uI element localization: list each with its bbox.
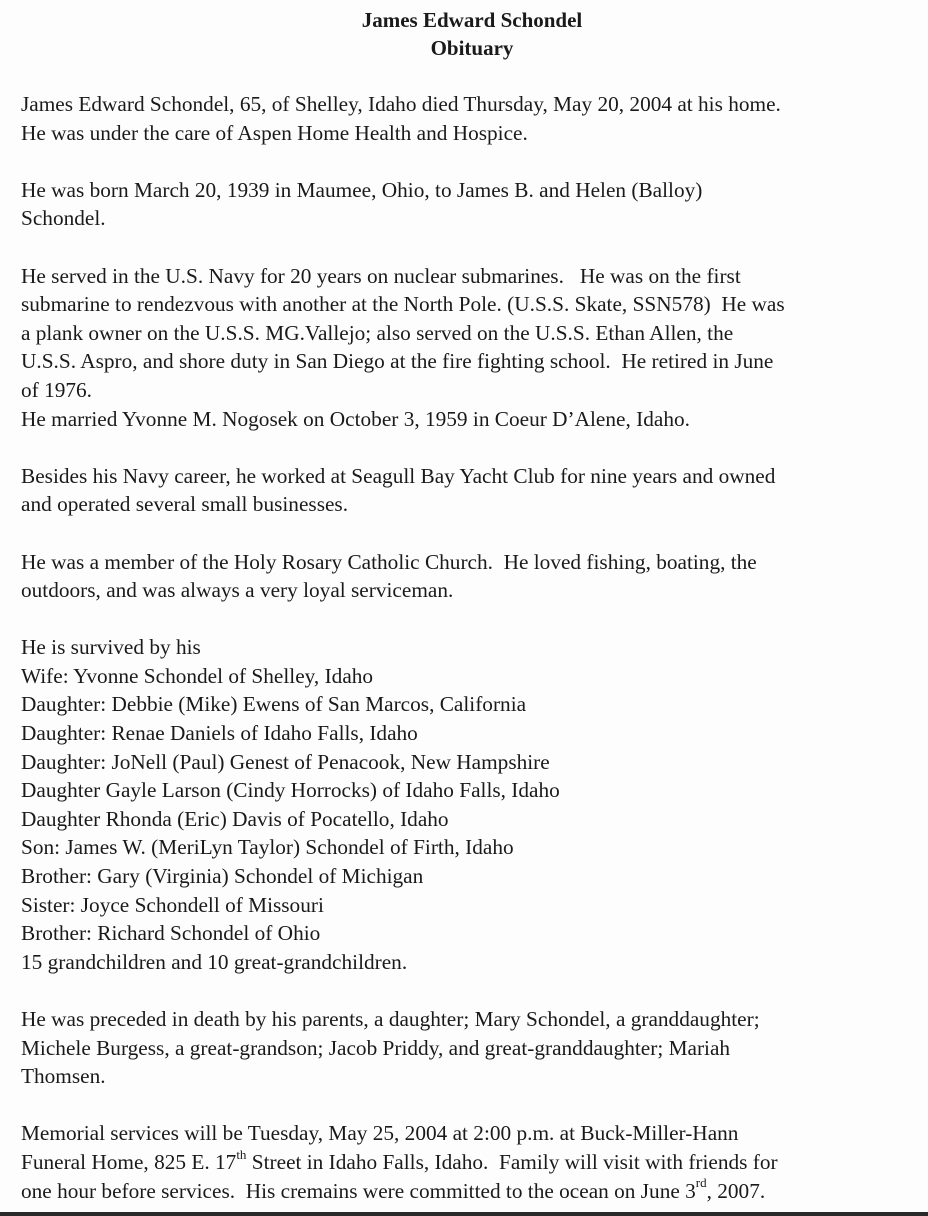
preceded-line-3: Thomsen. <box>21 1064 106 1089</box>
career-paragraph <box>21 462 926 519</box>
page-title: James Edward Schondel <box>361 8 583 32</box>
survivor-item: Daughter: Debbie (Mike) Ewens of San Marcos, California <box>21 692 527 717</box>
services-line-1: Memorial services will be Tuesday, May 25, 2004 at 2:00 p.m. at Buck-Miller-Hann <box>21 1121 739 1146</box>
navy-line-4: U.S.S. Aspro, and shore duty in San Diego at the fire fighting school. He retired in June <box>21 349 774 374</box>
survivor-item: Son: James W. (MeriLyn Taylor) Schondel of Firth, Idaho <box>21 835 514 860</box>
intro-line-1: James Edward Schondel, 65, of Shelley, Idaho died Thursday, May 20, 2004 at his home. <box>21 92 781 116</box>
ordinal-suffix: th <box>236 1146 247 1162</box>
intro-paragraph <box>21 90 926 147</box>
services-line-2-end: Street in Idaho Falls, Idaho. Family will visit with friends for <box>246 1149 778 1174</box>
survivor-item: Brother: Richard Schondel of Ohio <box>21 921 321 946</box>
navy-line-5: of 1976. <box>21 377 92 402</box>
birth-line-2: Schondel. <box>21 206 106 231</box>
church-line-1: He was a member of the Holy Rosary Catholic Church. He loved fishing, boating, the <box>21 549 757 574</box>
church-paragraph <box>21 548 926 605</box>
services-line-3 <box>21 1177 926 1206</box>
survivor-item: Sister: Joyce Schondell of Missouri <box>21 892 324 917</box>
navy-line-3: a plank owner on the U.S.S. MG.Vallejo; also served on the U.S.S. Ethan Allen, the <box>21 320 734 345</box>
birth-paragraph <box>21 176 926 233</box>
obituary-body <box>21 90 926 1205</box>
career-line-2: and operated several small businesses. <box>21 492 349 517</box>
survivor-item: Wife: Yvonne Schondel of Shelley, Idaho <box>21 663 374 688</box>
navy-paragraph <box>21 262 926 405</box>
intro-line-2: He was under the care of Aspen Home Health and Hospice. <box>21 120 528 145</box>
services-line-2-start: Funeral Home, 825 E. 17 <box>21 1149 237 1174</box>
ordinal-suffix: rd <box>695 1175 707 1191</box>
survivor-item: 15 grandchildren and 10 great-grandchildren. <box>21 949 408 974</box>
preceded-paragraph <box>21 1005 926 1091</box>
church-line-2: outdoors, and was always a very loyal serviceman. <box>21 578 454 603</box>
survivor-item: Daughter: JoNell (Paul) Genest of Penacook, New Hampshire <box>21 749 550 774</box>
services-line-3-start: one hour before services. His cremains were committed to the ocean on June 3 <box>21 1178 696 1203</box>
marriage-line-1: He married Yvonne M. Nogosek on October 3, 1959 in Coeur D’Alene, Idaho. <box>21 406 690 431</box>
preceded-line-2: Michele Burgess, a great-grandson; Jacob Priddy, and great-granddaughter; Mariah <box>21 1035 731 1060</box>
page-subtitle: Obituary <box>430 36 514 60</box>
survivor-item: Daughter Gayle Larson (Cindy Horrocks) of Idaho Falls, Idaho <box>21 778 560 803</box>
marriage-paragraph <box>21 405 926 434</box>
services-paragraph <box>21 1119 926 1205</box>
survivors-intro: He is survived by his <box>21 635 201 660</box>
navy-line-1: He served in the U.S. Navy for 20 years on nuclear submarines. He was on the first <box>21 263 741 288</box>
services-line-2 <box>21 1148 926 1177</box>
page-bottom-edge <box>0 1212 928 1216</box>
birth-line-1: He was born March 20, 1939 in Maumee, Ohio, to James B. and Helen (Balloy) <box>21 177 703 202</box>
career-line-1: Besides his Navy career, he worked at Seagull Bay Yacht Club for nine years and owned <box>21 463 776 488</box>
survivor-item: Brother: Gary (Virginia) Schondel of Michigan <box>21 864 424 889</box>
survivor-item: Daughter Rhonda (Eric) Davis of Pocatello, Idaho <box>21 806 449 831</box>
navy-line-2: submarine to rendezvous with another at the North Pole. (U.S.S. Skate, SSN578) He was <box>21 292 785 317</box>
survivors-list <box>21 633 926 976</box>
survivor-item: Daughter: Renae Daniels of Idaho Falls, Idaho <box>21 721 418 746</box>
services-line-3-end: , 2007. <box>706 1178 766 1203</box>
preceded-line-1: He was preceded in death by his parents, a daughter; Mary Schondel, a granddaughter; <box>21 1007 760 1031</box>
